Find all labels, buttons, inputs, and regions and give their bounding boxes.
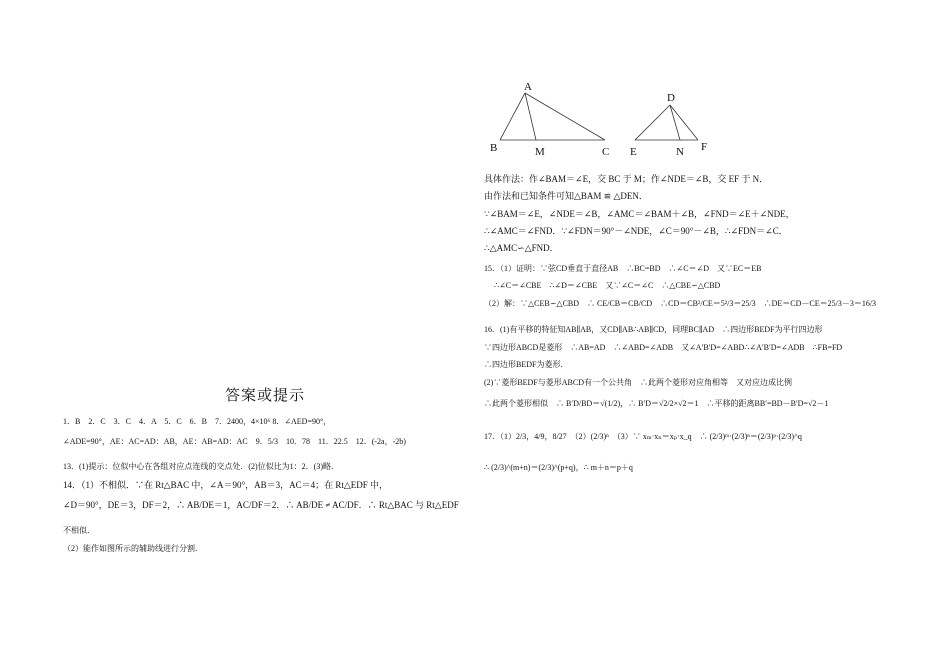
answer-16-3: ∴四边形BEDF为菱形． (484, 360, 569, 369)
answers-1-8: 1．B 2．C 3．C 4．A 5．C 6．B 7．2400，4×10⁶ 8．∠AED=90°， (63, 417, 332, 426)
right-line-2: 由作法和已知条件可知△BAM ≌ △DEN． (484, 191, 648, 201)
answer-16-2: ∵四边形ABCD是菱形 ∴AB=AD ∴∠ABD=∠ADB 又∠A′B′D=∠ABD∴∠A′B′D=∠ADB ∴FB=FD (484, 343, 843, 352)
label-a: A (524, 81, 532, 93)
label-b: B (490, 142, 498, 154)
label-n: N (676, 146, 684, 158)
right-line-3: ∵∠BAM＝∠E，∠NDE＝∠B，∠AMC＝∠BAM＋∠B，∠FND＝∠E＋∠NDE， (484, 209, 795, 219)
answer-16-5: ∴此两个菱形相似 ∴ B′D/BD＝√(1/2)，∴ B′D＝√2/2×√2＝1 ∴平移的距离BB′=BD－B′D=√2－1 (484, 399, 829, 408)
answer-14-1: 14．（1）不相似．∵在 Rt△BAC 中，∠A＝90°，AB＝3，AC＝4；在 Rt△EDF 中， (63, 480, 389, 490)
answer-17-1: 17．（1）2/3，4/9，8/27 （2）(2/3)ⁿ （3）∵ xₘ·xₙ＝xₚ·x_q ∴ (2/3)ᵐ·(2/3)ⁿ＝(2/3)ᵖ·(2/3)^q (484, 432, 802, 441)
answer-16-4: (2)∵菱形BEDF与菱形ABCD有一个公共角 ∴此两个菱形对应角相等 又对应边成比例 (484, 378, 793, 387)
right-line-1: 具体作法：作∠BAM＝∠E，交 BC 于 M；作∠NDE＝∠B，交 EF 于 N． (484, 174, 769, 184)
answers-8-12: ∠ADE=90°，AE：AC=AD：AB，AE：AB=AD：AC 9．5/3 10．78 11．22.5 12．(-2a，-2b) (63, 437, 406, 446)
label-m: M (535, 146, 545, 158)
page-title: 答案或提示 (225, 386, 306, 404)
answer-14-3: 不相似． (63, 526, 95, 535)
right-line-4: ∴∠AMC＝∠FND．∵∠FDN＝90°－∠NDE，∠C＝90°－∠B，∴∠FDN＝∠C． (484, 226, 788, 236)
right-line-5: ∴△AMC∽△FND． (484, 243, 559, 253)
answer-13: 13．(1)提示：位似中心在各组对应点连线的交点处．(2)位似比为1：2．(3)略． (63, 462, 339, 471)
label-c: C (602, 146, 610, 158)
answer-14-2: ∠D＝90°，DE＝3，DF＝2，∴ AB/DE＝1，AC/DF＝2．∴ AB/DE ≠ AC/DF．∴ Rt△BAC 与 Rt△EDF (63, 500, 459, 510)
triangles-figure (480, 78, 740, 160)
answer-15-1: 15．（1）证明：∵弦CD垂直于直径AB ∴BC=BD ∴∠C＝∠D 又∵EC＝EB (484, 264, 762, 273)
answer-15-2: ∴∠C＝∠CBE ∴∠D＝∠CBE 又∵∠C＝∠C ∴△CBE∽△CBD (494, 281, 721, 290)
answer-15-3: （2）解：∵△CEB∽△CBD ∴ CE/CB＝CB/CD ∴CD＝CB²/CE＝5²/3＝25/3 ∴DE＝CD－CE＝25/3－3＝16/3 (484, 299, 877, 308)
label-f: F (701, 141, 708, 153)
answer-17-2: ∴ (2/3)^(m+n)＝(2/3)^(p+q)，∴ m＋n＝p＋q (484, 463, 633, 472)
label-e: E (630, 146, 637, 158)
answer-16-1: 16．(1)有平移的特征知AB∥AB，又CD∥AB∴AB∥CD，同理BC∥AD ∴四边形BEDF为平行四边形 (484, 325, 823, 334)
answer-14-4: （2）能作如图所示的辅助线进行分割． (63, 544, 203, 553)
label-d: D (667, 92, 675, 104)
